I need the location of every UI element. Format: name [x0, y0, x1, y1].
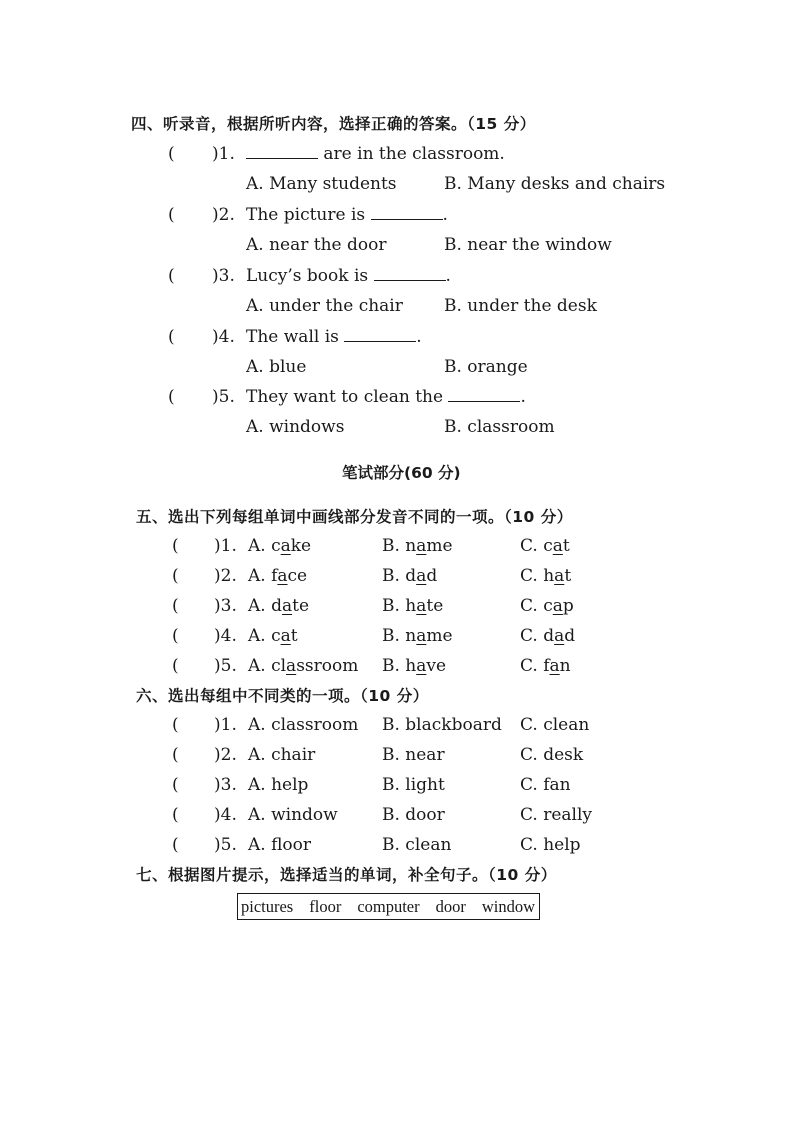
option-c: C. help	[520, 835, 581, 855]
answer-paren[interactable]: (	[172, 745, 179, 765]
word-bank-box	[237, 893, 540, 920]
option-b: B. blackboard	[382, 715, 502, 735]
option-c: C. fan	[520, 775, 571, 795]
word-option-a	[248, 566, 307, 586]
underlined-letter: a	[552, 536, 563, 556]
underlined-letter: a	[552, 596, 563, 616]
question-number: )2.	[212, 205, 235, 225]
word-part: ssroom	[296, 656, 359, 676]
underlined-letter: a	[554, 566, 565, 586]
word-option-a	[248, 626, 298, 646]
section-5-heading: 五、选出下列每组单词中画线部分发音不同的一项。（10 分）	[136, 508, 573, 526]
answer-blank	[246, 144, 318, 159]
word-part: te	[292, 596, 310, 616]
underlined-letter: a	[280, 536, 291, 556]
word-part: A. cl	[248, 656, 287, 676]
underlined-letter: a	[554, 626, 565, 646]
word-part: A. f	[248, 566, 278, 586]
answer-paren[interactable]: (	[168, 266, 175, 286]
question-number: )3.	[212, 266, 235, 286]
answer-paren[interactable]: (	[172, 775, 179, 795]
word-part: me	[426, 536, 453, 556]
option-c: C. clean	[520, 715, 590, 735]
word-part: d	[564, 626, 576, 646]
word-part: me	[426, 626, 453, 646]
word-part: B. d	[382, 566, 417, 586]
answer-paren[interactable]: (	[172, 805, 179, 825]
option-b: B. near	[382, 745, 445, 765]
option-b: B. orange	[444, 357, 528, 377]
option-b: B. clean	[382, 835, 452, 855]
underlined-letter: a	[280, 626, 291, 646]
word-option-c	[520, 536, 570, 556]
word-option-c	[520, 566, 571, 586]
word-part: C. f	[520, 656, 550, 676]
option-a: A. floor	[248, 835, 312, 855]
option-a: A. Many students	[246, 174, 397, 194]
question-number: )3.	[214, 775, 237, 795]
word-option-a	[248, 536, 311, 556]
section-7-heading: 七、根据图片提示，选择适当的单词，补全句子。（10 分）	[136, 866, 557, 884]
option-c: C. really	[520, 805, 593, 825]
word-option-b	[382, 656, 446, 676]
answer-paren[interactable]: (	[172, 626, 179, 646]
question-number: )1.	[214, 715, 237, 735]
option-a: A. windows	[246, 417, 345, 437]
question-number: )3.	[214, 596, 237, 616]
answer-paren[interactable]: (	[172, 715, 179, 735]
question-text	[246, 205, 448, 225]
underlined-letter: a	[416, 656, 427, 676]
word-part: t	[562, 536, 570, 556]
option-a: A. chair	[248, 745, 316, 765]
question-text-before: The picture is	[246, 205, 371, 225]
section-6-heading: 六、选出每组中不同类的一项。（10 分）	[136, 687, 429, 705]
question-number: )4.	[214, 805, 237, 825]
word-part: ke	[290, 536, 312, 556]
question-number: )2.	[214, 566, 237, 586]
word-bank-word: computer	[357, 897, 420, 916]
answer-paren[interactable]: (	[168, 144, 175, 164]
answer-paren[interactable]: (	[172, 596, 179, 616]
question-number: )5.	[214, 835, 237, 855]
answer-blank	[374, 266, 446, 281]
answer-paren[interactable]: (	[172, 536, 179, 556]
option-c: C. desk	[520, 745, 584, 765]
word-part: B. h	[382, 656, 417, 676]
question-text-before: The wall is	[246, 327, 345, 347]
word-option-a	[248, 656, 358, 676]
question-text-before: They want to clean the	[246, 387, 449, 407]
option-b: B. Many desks and chairs	[444, 174, 666, 194]
word-option-c	[520, 656, 571, 676]
word-part: B. h	[382, 596, 417, 616]
answer-blank	[371, 205, 443, 220]
option-b: B. under the desk	[444, 296, 597, 316]
question-text-after: .	[416, 327, 422, 347]
underlined-letter: a	[416, 596, 427, 616]
word-part: n	[559, 656, 571, 676]
question-number: )4.	[214, 626, 237, 646]
answer-paren[interactable]: (	[168, 387, 175, 407]
option-a: A. under the chair	[246, 296, 403, 316]
word-option-a	[248, 596, 309, 616]
option-a: A. classroom	[248, 715, 359, 735]
question-text-after: are in the classroom.	[318, 144, 505, 164]
word-option-b	[382, 536, 453, 556]
word-part: te	[426, 596, 444, 616]
question-number: )5.	[214, 656, 237, 676]
word-option-c	[520, 626, 575, 646]
option-a: A. window	[248, 805, 338, 825]
option-b: B. door	[382, 805, 445, 825]
word-part: B. n	[382, 626, 417, 646]
answer-paren[interactable]: (	[172, 566, 179, 586]
question-text	[246, 387, 526, 407]
question-text-before: Lucy’s book is	[246, 266, 374, 286]
question-number: )4.	[212, 327, 235, 347]
question-text	[246, 327, 422, 347]
word-part: C. h	[520, 566, 555, 586]
underlined-letter: a	[416, 536, 427, 556]
word-bank-word: pictures	[241, 897, 294, 916]
question-number: )2.	[214, 745, 237, 765]
word-part: C. c	[520, 536, 553, 556]
answer-paren[interactable]: (	[168, 327, 175, 347]
option-a: A. blue	[246, 357, 307, 377]
word-part: t	[564, 566, 572, 586]
word-part: A. d	[248, 596, 282, 616]
word-bank-word: window	[481, 897, 536, 916]
word-option-b	[382, 596, 443, 616]
written-part-title: 笔试部分(60 分)	[342, 464, 461, 482]
option-a: A. near the door	[246, 235, 387, 255]
option-b: B. near the window	[444, 235, 612, 255]
underlined-letter: a	[416, 626, 427, 646]
answer-blank	[344, 327, 416, 342]
underlined-letter: a	[286, 656, 297, 676]
word-part: C. d	[520, 626, 555, 646]
question-text-after: .	[445, 266, 451, 286]
underlined-letter: a	[549, 656, 560, 676]
answer-paren[interactable]: (	[168, 205, 175, 225]
section-4-heading: 四、听录音，根据所听内容，选择正确的答案。（15 分）	[131, 115, 536, 133]
word-option-b	[382, 626, 453, 646]
word-part: C. c	[520, 596, 553, 616]
word-part: B. n	[382, 536, 417, 556]
word-part: p	[562, 596, 574, 616]
option-a: A. help	[248, 775, 309, 795]
word-part: ce	[287, 566, 308, 586]
underlined-letter: a	[416, 566, 427, 586]
question-number: )1.	[212, 144, 235, 164]
word-bank-word: door	[435, 897, 466, 916]
answer-paren[interactable]: (	[172, 656, 179, 676]
word-part: A. c	[248, 626, 281, 646]
question-text-after: .	[442, 205, 448, 225]
word-part: d	[426, 566, 438, 586]
question-text	[246, 266, 451, 286]
option-b: B. classroom	[444, 417, 555, 437]
underlined-letter: a	[281, 596, 293, 616]
question-text-after: .	[520, 387, 526, 407]
word-part: ve	[426, 656, 447, 676]
word-option-b	[382, 566, 437, 586]
question-text	[246, 144, 505, 164]
word-option-c	[520, 596, 574, 616]
option-b: B. light	[382, 775, 445, 795]
answer-paren[interactable]: (	[172, 835, 179, 855]
word-part: t	[290, 626, 298, 646]
question-number: )1.	[214, 536, 237, 556]
question-number: )5.	[212, 387, 235, 407]
word-part: A. c	[248, 536, 281, 556]
answer-blank	[448, 387, 520, 402]
underlined-letter: a	[277, 566, 288, 586]
word-bank-word: floor	[309, 897, 342, 916]
